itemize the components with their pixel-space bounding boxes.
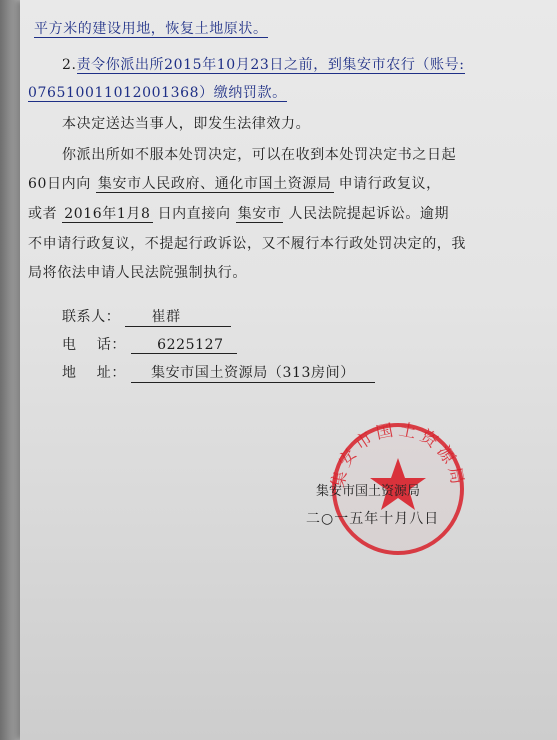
effect-text: 本决定送达当事人，即发生法律效力。 — [62, 116, 311, 132]
appeal-line-3 — [28, 203, 449, 223]
issue-date: 二○一五年十月八日 — [306, 511, 440, 527]
contact-person-label: 联系人： — [62, 309, 121, 325]
appeal-authority: 集安市人民政府、通化市国土资源局 — [97, 176, 332, 192]
appeal-text-3c: 日内直接向 — [157, 206, 231, 222]
contact-phone-label: 电 话： — [62, 337, 127, 353]
item2-account-line — [28, 82, 287, 102]
appeal-text-1: 你派出所如不服本处罚决定，可以在收到本处罚决定书之日起 — [62, 147, 457, 163]
item2-number: 2. — [62, 57, 77, 73]
contact-address-value: 集安市国土资源局（313房间） — [131, 362, 375, 383]
appeal-line-5 — [28, 262, 247, 282]
appeal-text-4: 不申请行政复议，不提起行政诉讼，又不履行本行政处罚决定的，我 — [28, 236, 466, 252]
appeal-text-3a: 或者 — [28, 206, 58, 222]
appeal-court-city: 集安市 — [237, 206, 282, 222]
appeal-text-2c: 申请行政复议， — [338, 176, 441, 192]
item2-text: 责令你派出所2015年10月23日之前，到集安市农行（账号: — [76, 57, 465, 73]
contact-person-value: 崔群 — [125, 306, 231, 327]
top-line — [34, 18, 268, 38]
appeal-text-2a: 60日内向 — [28, 176, 91, 192]
item2-line — [62, 54, 465, 74]
contact-phone-row — [62, 334, 237, 354]
seal-ring-text: 集安市国土资源局 — [328, 419, 468, 490]
appeal-line-4 — [28, 233, 466, 253]
issuer-name: 集安市国土资源局 — [316, 484, 421, 499]
contact-person-row — [62, 306, 231, 327]
contact-address-row — [62, 362, 375, 383]
item2-account: 076510011012001368）缴纳罚款。 — [28, 85, 287, 101]
document-page — [20, 0, 557, 740]
appeal-deadline: 2016年1月8 — [64, 206, 151, 222]
appeal-text-3e: 人民法院提起诉讼。逾期 — [288, 206, 450, 222]
contact-address-label: 地 址： — [62, 365, 127, 381]
top-line-text: 平方米的建设用地，恢复土地原状。 — [34, 21, 268, 37]
appeal-line-2 — [28, 173, 441, 193]
contact-phone-value: 6225127 — [131, 337, 237, 354]
appeal-line-1 — [62, 144, 456, 164]
effect-line — [62, 113, 310, 133]
appeal-text-5: 局将依法申请人民法院强制执行。 — [28, 265, 247, 281]
